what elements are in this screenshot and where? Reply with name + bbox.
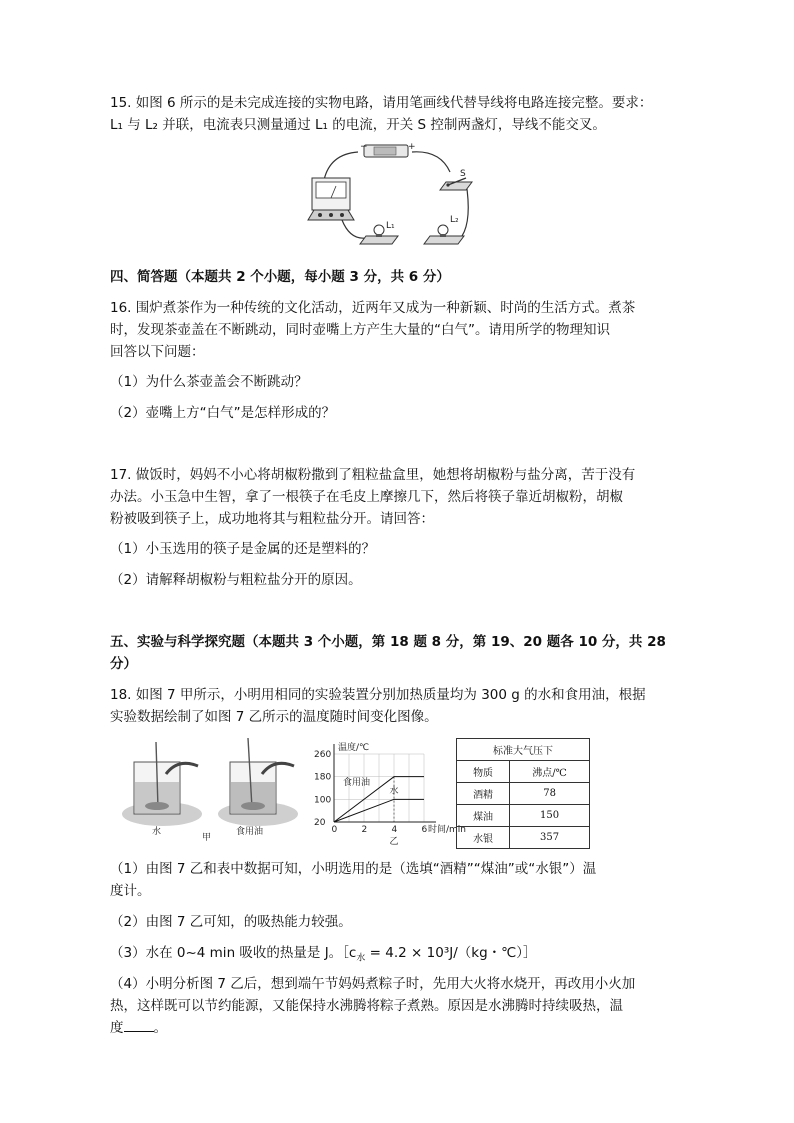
x-tick-label: 6 <box>421 825 428 835</box>
answer-blank[interactable] <box>124 1017 154 1032</box>
beaker-oil-icon <box>218 738 298 826</box>
table-row <box>457 805 590 827</box>
table-cell: 水银 <box>457 827 510 849</box>
switch-icon <box>440 178 472 190</box>
beakers-figure <box>112 736 308 843</box>
ammeter-icon <box>308 178 354 220</box>
y-axis-label: 温度/℃ <box>338 743 370 753</box>
figure-jia-caption: 甲 <box>202 833 212 843</box>
q17-line1: 17. 做饭时，妈妈不小心将胡椒粉撒到了粗粒盐盒里，她想将胡椒粉与盐分离，苦于没有 <box>110 467 636 483</box>
q15-line2: L₁ 与 L₂ 并联，电流表只测量通过 L₁ 的电流，开关 S 控制两盏灯，导线不能交叉。 <box>110 117 606 133</box>
wire <box>412 152 450 172</box>
q17-sub1: （1）小玉选用的筷子是金属的还是塑料的？ <box>110 541 376 557</box>
table-row <box>457 827 590 849</box>
x-tick-label: 0 <box>331 825 338 835</box>
battery-minus-label: − <box>360 142 368 152</box>
q16-line1: 16. 围炉煮茶作为一种传统的文化活动，近两年又成为一种新颖、时尚的生活方式。煮茶 <box>110 300 636 316</box>
table-row <box>457 783 590 805</box>
lamp-l1-label: L₁ <box>386 221 395 231</box>
q18-sub3-post: = 4.2 × 10³J/（kg・℃）］ <box>369 945 537 961</box>
y-tick-label: 100 <box>314 795 332 806</box>
section5-line2: 分） <box>110 656 137 672</box>
q18-sub3-pre: （3）水在 0~4 min 吸收的热量是 J。［c <box>110 945 357 961</box>
figure-yi-caption: 乙 <box>389 837 399 847</box>
q15-line1: 15. 如图 6 所示的是未完成连接的实物电路，请用笔画线代替导线将电路连接完整。要求： <box>110 95 653 111</box>
chart-labels <box>314 741 466 847</box>
table-cell: 150 <box>510 805 590 827</box>
table-cell: 酒精 <box>457 783 510 805</box>
table-cell: 78 <box>510 783 590 805</box>
table-header-substance: 物质 <box>457 761 510 783</box>
series-label-oil: 食用油 <box>343 778 371 789</box>
q18-sub4b: 热，这样既可以节约能源，又能保持水沸腾将粽子煮熟。原因是水沸腾时持续吸热，温 <box>110 998 623 1014</box>
q17-sub2: （2）请解释胡椒粉与粗粒盐分开的原因。 <box>110 572 362 588</box>
x-tick-label: 4 <box>391 825 398 835</box>
q17-line2: 办法。小玉急中生智，拿了一根筷子在毛皮上摩擦几下，然后将筷子靠近胡椒粉，胡椒 <box>110 489 623 505</box>
q16-line2: 时，发现茶壶盖在不断跳动，同时壶嘴上方产生大量的“白气”。请用所学的物理知识 <box>110 322 610 338</box>
q18-sub1b: 度计。 <box>110 883 151 899</box>
q18-sub3 <box>110 942 537 970</box>
y-tick-label: 260 <box>314 750 332 760</box>
q16-line3: 回答以下问题： <box>110 344 205 360</box>
q17-line3: 粉被吸到筷子上，成功地将其与粗粒盐分开。请回答： <box>110 511 434 527</box>
x-tick-label: 2 <box>361 825 368 835</box>
lamp-l2-icon <box>424 225 464 244</box>
y-tick-label: 180 <box>314 772 332 783</box>
series-label-water: 水 <box>389 786 399 797</box>
circuit-figure <box>300 140 470 252</box>
wire <box>342 220 366 238</box>
table-header-boiling: 沸点/℃ <box>510 761 590 783</box>
switch-label: S <box>460 169 466 179</box>
q18-sub4c: 度 <box>110 1020 124 1036</box>
q16-sub2: （2）壶嘴上方“白气”是怎样形成的？ <box>110 405 336 421</box>
x-axis-label: 时间/min <box>428 825 467 835</box>
beaker-water-label: 水 <box>152 827 162 837</box>
table-title: 标准大气压下 <box>457 739 590 761</box>
q18-sub3-subscript: 水 <box>356 953 366 964</box>
battery-icon <box>364 145 408 157</box>
q18-sub4c-line: 度 。 <box>110 1017 167 1039</box>
q18-sub4a: （4）小明分析图 7 乙后，想到端午节妈妈煮粽子时，先用大火将水烧开，再改用小火加 <box>110 976 636 992</box>
y-tick-label: 20 <box>314 818 326 828</box>
boiling-point-table <box>456 738 590 849</box>
beaker-oil-label: 食用油 <box>236 827 264 837</box>
lamp-l2-label: L₂ <box>450 215 459 225</box>
q18-line1: 18. 如图 7 甲所示，小明用相同的实验装置分别加热质量均为 300 g 的水和食用油，根据 <box>110 687 646 703</box>
section5-line1: 五、实验与科学探究题（本题共 3 个小题，第 18 题 8 分，第 19、20 题各 10 分，共 28 <box>110 634 666 650</box>
q16-sub1: （1）为什么茶壶盖会不断跳动？ <box>110 374 308 390</box>
q18-sub2: （2）由图 7 乙可知，的吸热能力较强。 <box>110 914 352 930</box>
section4-title: 四、简答题（本题共 2 个小题，每小题 3 分，共 6 分） <box>110 269 450 285</box>
table-cell: 煤油 <box>457 805 510 827</box>
beaker-water-icon <box>122 742 202 826</box>
q18-line2: 实验数据绘制了如图 7 乙所示的温度随时间变化图像。 <box>110 709 438 725</box>
q18-sub1a: （1）由图 7 乙和表中数据可知，小明选用的是（选填“酒精”“煤油”或“水银”）温 <box>110 861 597 877</box>
wire <box>324 152 358 180</box>
battery-plus-label: + <box>408 142 416 152</box>
table-cell: 357 <box>510 827 590 849</box>
temperature-chart <box>312 742 467 850</box>
